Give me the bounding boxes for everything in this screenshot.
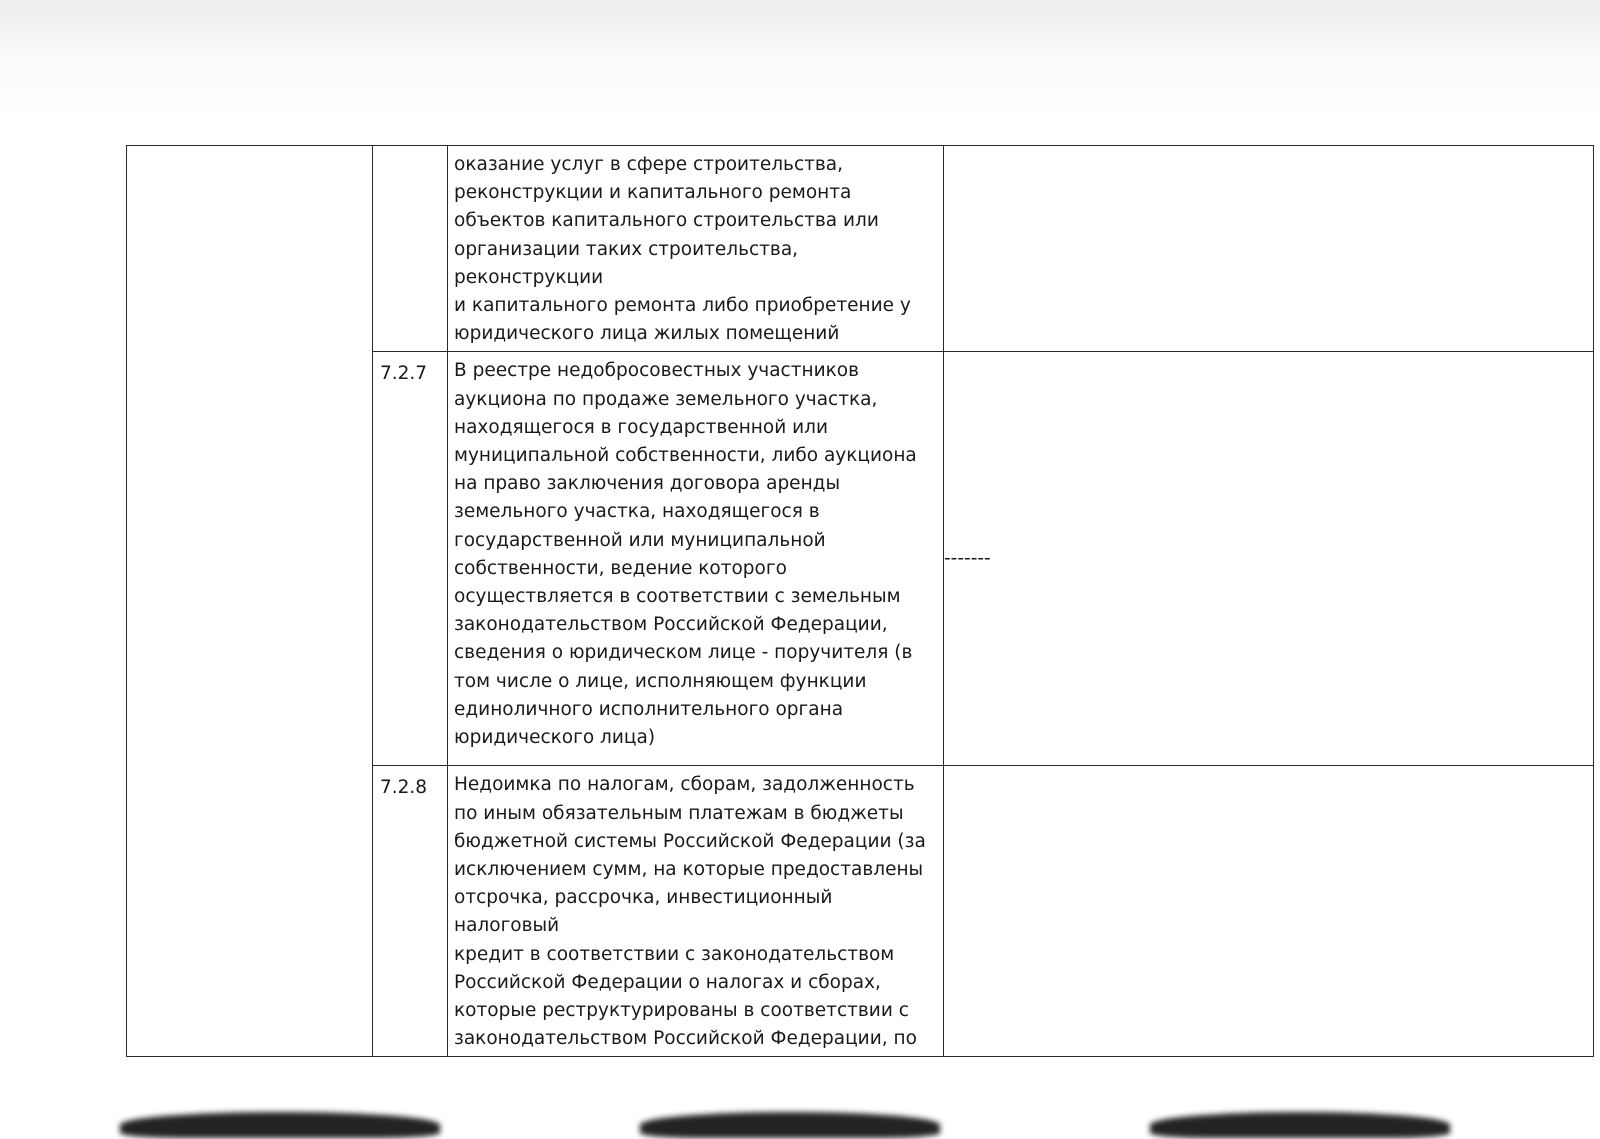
item-value-cell [944,352,1594,766]
item-value-cell [944,146,1594,352]
table-row [127,146,1594,352]
scan-smudge [120,1112,440,1138]
item-text: Недоимка по налогам, сборам, задолженность по иным обязательным платежам в бюджеты бюджетной системы Российской Федерации (за исключением сумм, на которые предоставлены отсрочка, рассрочка, инвестиционный налоговый кредит в соответствии с законодательством Российской Федерации о налогах и сборах, которые реструктурированы в соответствии с законодательством Российской Федерации, по [454,774,926,1050]
item-value-cell [944,766,1594,1057]
merged-left-cell [127,146,373,1057]
item-number [373,146,447,154]
scan-smudge [640,1112,940,1138]
item-text-cell [448,146,944,352]
item-text: оказание услуг в сфере строительства, реконструкции и капитального ремонта объектов капитального строительства или организации таких строительства, реконструкции и капитального ремонта либо приобретение у юридического лица жилых помещений [454,154,911,345]
item-text-cell [448,352,944,766]
item-number: 7.2.7 [380,363,428,385]
item-number-cell [373,146,448,352]
requirements-table [126,145,1594,1057]
item-number-cell [373,352,448,766]
scan-shadow [0,0,1600,120]
scan-smudge [1150,1112,1450,1138]
item-text-cell [448,766,944,1057]
item-number-cell [373,766,448,1057]
item-text: В реестре недобросовестных участников аукциона по продаже земельного участка, находящегося в государственной или муниципальной собственности, либо аукциона на право заключения договора аренды земельного участка, находящегося в государственной или муниципальной собственности, ведение которого осуществляется в соответствии с земельным законодательством Российской Федерации, сведения о юридическом лице - поручителя (в том числе о лице, исполняющем функции единоличного исполнительного органа юридического лица) [454,360,917,749]
item-value: ------- [944,547,991,569]
item-number: 7.2.8 [380,777,428,799]
